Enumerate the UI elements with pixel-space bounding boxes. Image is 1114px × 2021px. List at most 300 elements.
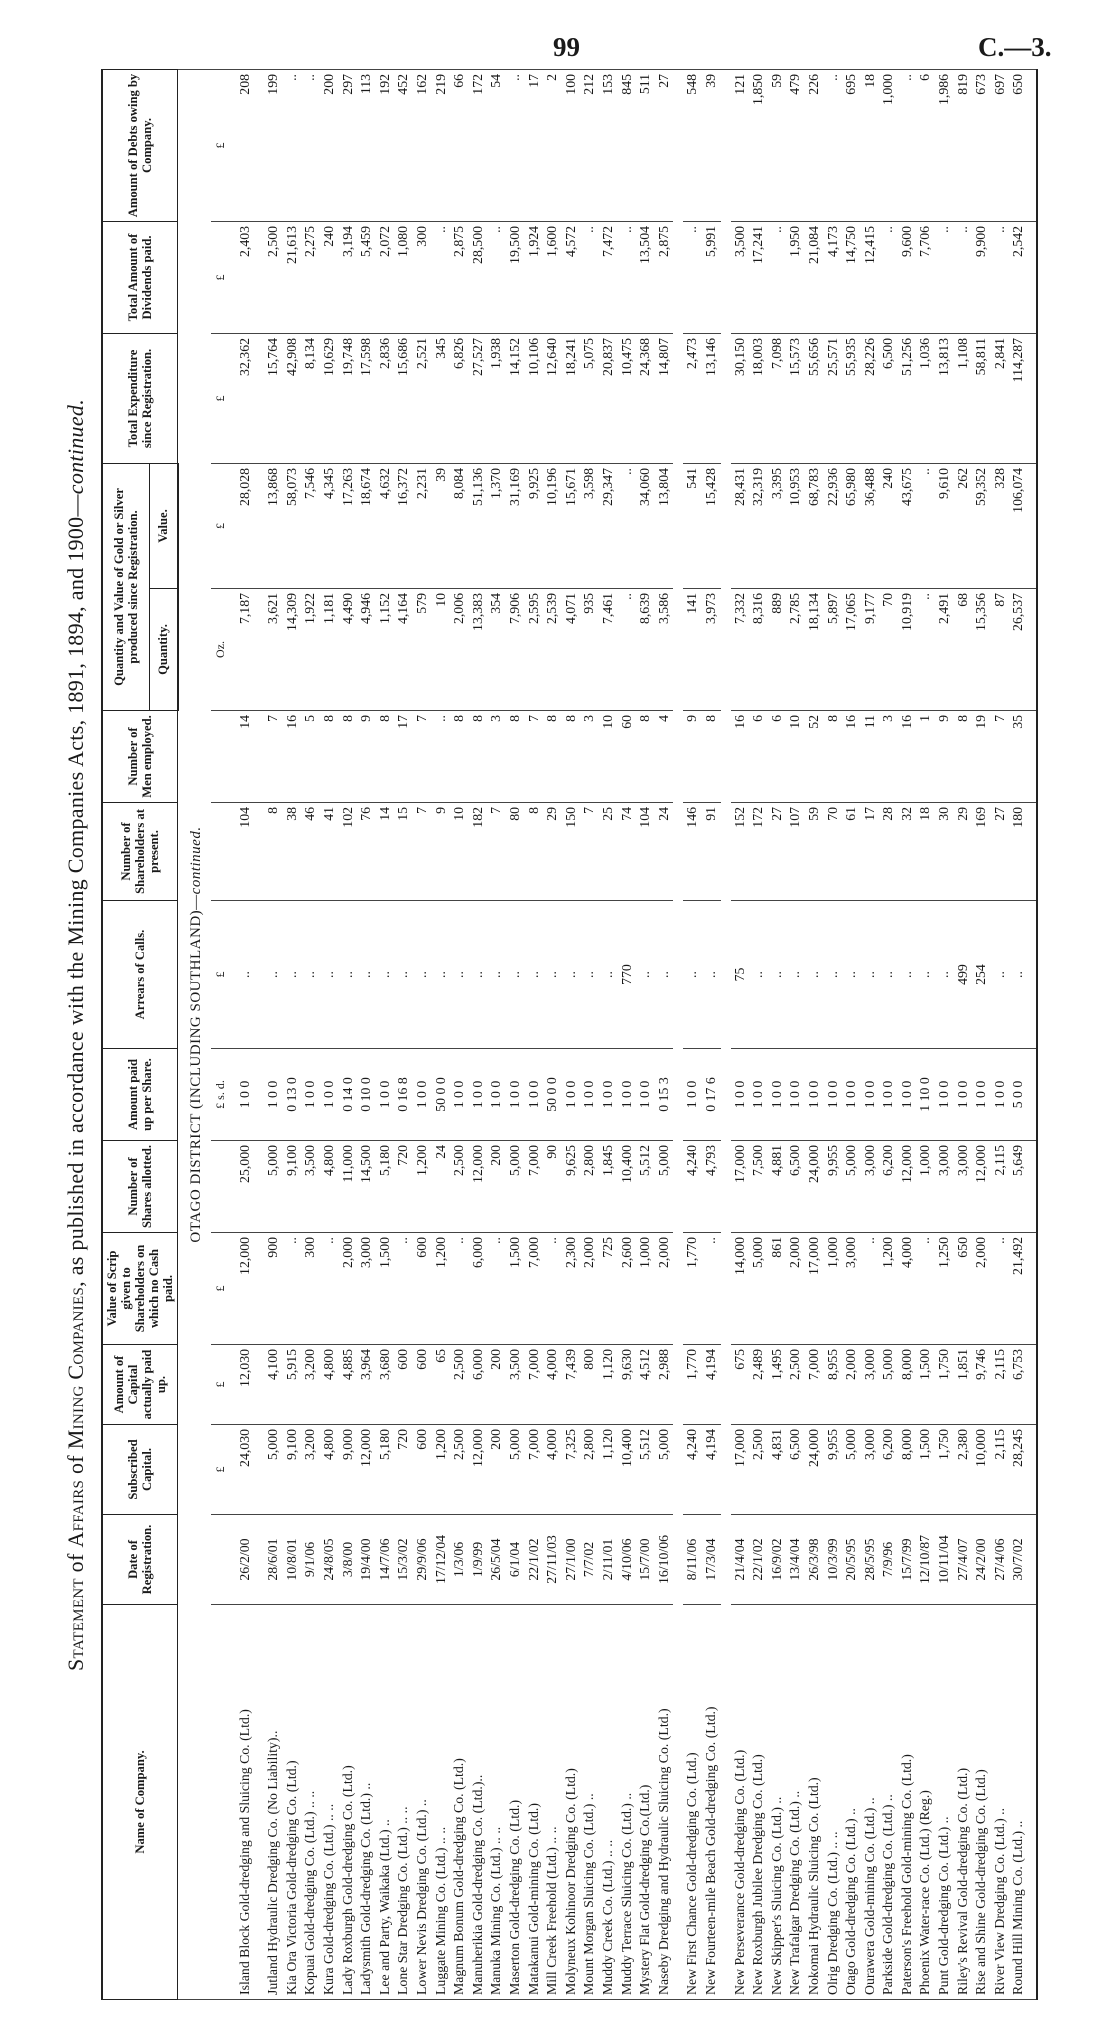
cell-line: 5,180 [376, 1145, 392, 1177]
cell-line: 2,500 [265, 225, 281, 258]
cell-line: 15/3/02 [395, 1538, 411, 1581]
cell-line: 9,630 [618, 1349, 634, 1381]
cell-line: 199 [265, 73, 281, 95]
cell-line: .. [805, 971, 821, 978]
expenditure-list [731, 338, 1029, 459]
cell-shares [731, 1141, 1038, 1233]
cell-line: 14/7/06 [376, 1538, 392, 1581]
cell-line: 10,629 [321, 337, 337, 376]
cell-line: Ladysmith Gold-dredging Co. (Ltd.) .. [358, 1782, 374, 1995]
cell-line: 7/9/96 [880, 1541, 896, 1578]
cell-line: 4,071 [562, 593, 578, 625]
cell-line: 4,000 [544, 1349, 560, 1381]
cell-line: .. [684, 225, 700, 233]
cell-line: 6,200 [880, 1145, 896, 1177]
dividends-list [683, 226, 720, 329]
cell-line: Mount Morgan Sluicing Co. (Ltd.) .. [581, 1793, 597, 1995]
cell-line: 2,875 [451, 225, 467, 258]
cell-line: 1 0 0 [991, 1080, 1007, 1109]
cell-line: 27/1/00 [562, 1538, 578, 1581]
name-list [683, 1609, 720, 1995]
expenditure-list [264, 338, 673, 459]
cell-line: 18 [861, 73, 877, 88]
cell-line: 5 [302, 715, 318, 722]
cell-line: 297 [339, 73, 355, 95]
cell-line: 28,500 [469, 225, 485, 264]
cell-line: 10,475 [618, 337, 634, 376]
cell-line: 226 [805, 73, 821, 95]
page-code: C.—3. [978, 32, 1052, 62]
cell-line: 1 0 0 [768, 1080, 784, 1109]
shares-list [683, 1145, 720, 1228]
cell-subscribed [731, 1425, 1038, 1515]
cell-line: 5,075 [581, 337, 597, 370]
col-header-date: Date of Registration. [102, 1515, 178, 1605]
cell-line: 6 [917, 73, 933, 81]
cell-men [683, 711, 720, 803]
cell-line: 8 [339, 715, 355, 722]
cell-line: 12,640 [544, 337, 560, 376]
cell-subscribed [683, 1425, 720, 1515]
cell-line: 24,000 [805, 1429, 821, 1467]
cell-paid-up [264, 1345, 673, 1425]
cell-line: 200 [321, 73, 337, 95]
cell-line: 8 [824, 715, 840, 722]
table-row [731, 69, 1038, 1999]
cell-line: 1,950 [787, 225, 803, 258]
cell-line: 4,512 [637, 1349, 653, 1381]
cell-line: 1 0 0 [880, 1080, 896, 1109]
cell-line: 300 [302, 1237, 318, 1258]
cell-line: 12,000 [469, 1429, 485, 1467]
men-list [731, 715, 1029, 798]
cell-line: 27/4/06 [991, 1538, 1007, 1581]
scrip-list [731, 1237, 1029, 1340]
cell-line: 3,621 [265, 593, 281, 625]
cell-line: 1,600 [544, 225, 560, 258]
holders-list [683, 807, 720, 896]
cell-dividends: 2,403 [230, 221, 265, 333]
cell-line: 819 [954, 73, 970, 95]
cell-line: 3 [581, 715, 597, 722]
cell-line: 2,115 [991, 1349, 1007, 1380]
cell-line: 9,746 [973, 1349, 989, 1381]
cell-line: 14,750 [843, 225, 859, 264]
cell-date: 26/2/00 [230, 1515, 265, 1605]
cell-line: New Roxburgh Jubilee Dredging Co. (Ltd.) [750, 1754, 766, 1995]
debts-list [683, 74, 720, 217]
cell-line: 10,953 [787, 467, 803, 506]
cell-line: .. [525, 971, 541, 978]
cell-line: 146 [684, 807, 700, 828]
col-header-name: Name of Company. [102, 1605, 178, 2000]
cell-line: 2,800 [581, 1429, 597, 1461]
cell-name [264, 1605, 673, 2000]
cell-line: .. [1010, 971, 1026, 978]
cell-line: 452 [395, 73, 411, 95]
cell-line: 7/7/02 [581, 1541, 597, 1578]
cell-line: 3,973 [702, 593, 718, 625]
cell-line: 59,352 [973, 467, 989, 506]
cell-line: .. [655, 971, 671, 978]
title-word: Companies, [63, 1281, 88, 1380]
cell-line: 2,875 [655, 225, 671, 258]
cell-line: 12/10/87 [917, 1534, 933, 1585]
cell-line: 1,080 [395, 225, 411, 258]
cell-line: 1 0 0 [469, 1080, 485, 1109]
cell-line: 2,000 [973, 1237, 989, 1269]
cell-line: 25 [599, 807, 615, 821]
cell-line: 6 [768, 715, 784, 722]
cell-line: 17 [395, 715, 411, 729]
cell-line: 1,924 [525, 225, 541, 258]
cell-line: 345 [432, 337, 448, 359]
cell-line: 2,380 [954, 1429, 970, 1461]
cell-debts [264, 69, 673, 221]
cell-line: 2,000 [787, 1237, 803, 1269]
cell-line: 1,152 [376, 593, 392, 625]
cell-line: 9,955 [824, 1145, 840, 1177]
cell-line: .. [880, 971, 896, 978]
cell-line: 3,200 [302, 1349, 318, 1381]
cell-date [264, 1515, 673, 1605]
cell-line: 26/5/04 [488, 1538, 504, 1581]
cell-line: 14 [376, 807, 392, 821]
cell-line: 695 [843, 73, 859, 95]
cell-line: 1 0 0 [787, 1080, 803, 1109]
cell-line: 20/5/95 [843, 1538, 859, 1581]
cell-line: 59 [805, 807, 821, 821]
cell-line: 1 0 0 [618, 1080, 634, 1109]
cell-line: 1,500 [507, 1237, 522, 1269]
cell-line: 1/3/06 [451, 1541, 467, 1578]
cell-line: 1 0 0 [843, 1080, 859, 1109]
cell-line: 1,770 [684, 1349, 700, 1381]
cell-line: 1 0 0 [731, 1080, 747, 1109]
cell-line: 27/11/03 [544, 1535, 560, 1584]
cell-line: 4,000 [544, 1429, 560, 1461]
cell-line: 200 [488, 1429, 504, 1450]
cell-line: 15/7/00 [637, 1538, 653, 1581]
per-share-list [683, 1053, 720, 1136]
per-share-list [731, 1053, 1029, 1136]
cell-holders: 104 [230, 803, 265, 901]
cell-line: 1,770 [684, 1237, 700, 1269]
cell-line: 3,964 [358, 1349, 374, 1381]
cell-line: 7,325 [562, 1429, 578, 1461]
cell-line: 3,200 [302, 1429, 318, 1461]
title-word: Statement [63, 1578, 88, 1672]
shares-list [731, 1145, 1029, 1228]
cell-line: .. [618, 593, 634, 600]
cell-line: 1 0 0 [265, 1080, 281, 1109]
cell-line: 4,946 [358, 593, 374, 625]
cell-line: 76 [358, 807, 374, 821]
cell-line: 24/2/00 [973, 1538, 989, 1581]
subscribed-list [683, 1429, 720, 1510]
cell-line: 7,500 [750, 1145, 766, 1177]
cell-arrears [731, 901, 1038, 1049]
paid-up-list [683, 1349, 720, 1420]
cell-line: 21/4/04 [731, 1538, 747, 1581]
section-title [178, 69, 212, 1999]
cell-line: 43,675 [898, 467, 914, 506]
cell-line: Manuka Mining Co. (Ltd.) .. .. [488, 1826, 504, 1995]
cell-line: 28,431 [731, 467, 747, 506]
cell-line: 20,837 [599, 337, 615, 376]
cell-value: 28,028 [230, 463, 265, 588]
cell-line: 720 [395, 1145, 411, 1166]
cell-line: 14,807 [655, 337, 671, 376]
cell-line: 36,488 [861, 467, 877, 506]
cell-scrip [683, 1233, 720, 1345]
cell-line: 107 [787, 807, 803, 828]
cell-line: .. [283, 73, 299, 81]
per-share-list [264, 1053, 673, 1136]
cell-line: 1,200 [880, 1237, 896, 1269]
cell-line: 7,546 [302, 467, 318, 500]
cell-line: 1 0 0 [562, 1080, 578, 1109]
cell-line: 51,136 [469, 467, 485, 506]
cell-line: 13,383 [469, 593, 485, 631]
cell-line: 106,074 [1010, 467, 1026, 513]
cell-line: 17,598 [358, 337, 374, 376]
cell-line: 650 [954, 1237, 970, 1258]
cell-value [264, 463, 673, 588]
cell-line: 1,181 [321, 593, 337, 625]
cell-line: 39 [432, 467, 448, 482]
cell-line: .. [451, 971, 467, 978]
men-list [683, 715, 720, 798]
cell-holders [264, 803, 673, 901]
arrears-list [264, 905, 673, 1044]
cell-value [731, 463, 1038, 588]
cell-line: 10 [451, 807, 467, 821]
cell-line: 0 15 3 [655, 1077, 671, 1112]
cell-line: 2,491 [936, 593, 952, 625]
cell-line: 90 [544, 1145, 560, 1159]
cell-line: 13,804 [655, 467, 671, 506]
cell-line: 1,500 [376, 1237, 392, 1269]
cell-line: 28/6/01 [265, 1538, 281, 1581]
cell-line: .. [917, 467, 933, 475]
cell-line: 6,200 [880, 1429, 896, 1461]
cell-line: 10/8/01 [283, 1538, 299, 1581]
cell-line: 8 [265, 807, 281, 814]
cell-line: 4,100 [265, 1349, 281, 1381]
date-list [683, 1519, 720, 1600]
cell-scrip [731, 1233, 1038, 1345]
cell-line: 5,000 [655, 1145, 671, 1177]
cell-line: 172 [469, 73, 485, 95]
cell-line: 499 [954, 964, 970, 985]
cell-line: 4,240 [684, 1145, 700, 1177]
cell-line: 0 16 8 [395, 1077, 411, 1112]
cell-shares [264, 1141, 673, 1233]
cell-line: 1 0 0 [451, 1080, 467, 1109]
cell-line: 1 0 0 [302, 1080, 318, 1109]
cell-line: 1,000 [824, 1237, 840, 1269]
cell-line: .. [488, 971, 504, 978]
cell-line: .. [507, 73, 522, 81]
cell-line: 25,571 [824, 337, 840, 376]
cell-line: 16 [898, 715, 914, 729]
cell-line: 9,900 [973, 225, 989, 258]
cell-line: 65,980 [843, 467, 859, 506]
cell-line: 7,000 [525, 1145, 541, 1177]
cell-line: 102 [339, 807, 355, 828]
cell-line: 5,991 [702, 225, 718, 258]
cell-line: 479 [787, 73, 803, 95]
cell-line: 9,625 [562, 1145, 578, 1177]
cell-line: Paterson's Freehold Gold-mining Co. (Ltd.) [898, 1754, 914, 1995]
cell-line: 9,000 [339, 1429, 355, 1461]
cell-line: .. [581, 225, 597, 233]
name-list [731, 1609, 1029, 1995]
cell-line: Manuherikia Gold-dredging Co. (Ltd.).. [469, 1774, 485, 1995]
cell-line: 34,060 [637, 467, 653, 506]
col-header-value: Value. [150, 463, 178, 588]
cell-paid-up [683, 1345, 720, 1425]
cell-line: 55,935 [843, 337, 859, 376]
unit-debts: £ [211, 69, 230, 221]
cell-line: 354 [488, 593, 504, 614]
cell-line: 9/1/06 [302, 1541, 318, 1578]
cell-debts [683, 69, 720, 221]
cell-line: 9,100 [283, 1145, 299, 1177]
cell-line: .. [991, 1237, 1007, 1244]
page-title [63, 70, 89, 2000]
cell-line: 162 [414, 73, 430, 95]
cell-line: .. [395, 971, 411, 978]
cell-line: 6/1/04 [507, 1541, 522, 1578]
expenditure-list [683, 338, 720, 459]
cell-line: 17,000 [731, 1145, 747, 1183]
cell-line: 1 0 0 [898, 1080, 914, 1109]
cell-line: 1 0 0 [824, 1080, 840, 1109]
cell-line: .. [432, 715, 448, 722]
cell-line: 9,100 [283, 1429, 299, 1461]
cell-line: 7,439 [562, 1349, 578, 1381]
cell-line: Mystery Flat Gold-dredging Co.(Ltd.) [637, 1784, 653, 1995]
cell-line: 6,500 [880, 337, 896, 370]
cell-line: 8,000 [898, 1349, 914, 1381]
cell-line: 27/4/07 [954, 1538, 970, 1581]
cell-line: 180 [1010, 807, 1026, 828]
cell-line: 5,459 [358, 225, 374, 258]
cell-line: 15,686 [395, 337, 411, 376]
cell-line: 4,173 [824, 225, 840, 258]
cell-line: 28 [880, 807, 896, 821]
cell-line: New Fourteen-mile Beach Gold-dredging Co. (Ltd.) [702, 1706, 718, 1995]
cell-line: 41 [321, 807, 337, 821]
unit-per-share: £ s. d. [211, 1049, 230, 1141]
cell-line: 58,073 [283, 467, 299, 506]
cell-line: 1,500 [917, 1429, 933, 1461]
col-header-debts: Amount of Debts owing by Company. [102, 69, 178, 221]
cell-line: 16/10/06 [655, 1534, 671, 1585]
cell-line: 30 [936, 807, 952, 821]
cell-shares: 25,000 [230, 1141, 265, 1233]
title-word: Mining [63, 1385, 88, 1450]
cell-line: 7,461 [599, 593, 615, 625]
cell-line: 35 [1010, 715, 1026, 729]
quantity-list [683, 593, 720, 706]
cell-line: 13,813 [936, 337, 952, 376]
cell-line: 4,632 [376, 467, 392, 500]
value-list [683, 468, 720, 584]
cell-line: 61 [843, 807, 859, 821]
cell-line: 3 [880, 715, 896, 722]
cell-line: 600 [414, 1429, 430, 1450]
cell-line: 70 [880, 593, 896, 607]
cell-line: 7 [488, 807, 504, 814]
cell-line: 80 [507, 807, 522, 821]
cell-line: 9,600 [898, 225, 914, 258]
cell-line: 19,748 [339, 337, 355, 376]
debts-list [264, 74, 673, 217]
col-header-quantity: Quantity. [150, 589, 178, 711]
cell-line: 28/5/95 [861, 1538, 877, 1581]
cell-line: 10 [599, 715, 615, 729]
cell-line: 17/3/04 [702, 1538, 718, 1581]
unit-cell [211, 1605, 230, 2000]
cell-line: 8,316 [750, 593, 766, 625]
cell-line: 5,000 [507, 1145, 522, 1177]
cell-line: .. [469, 971, 485, 978]
cell-line: 29/9/06 [414, 1538, 430, 1581]
cell-line: .. [488, 225, 504, 233]
cell-line: New Perseverance Gold-dredging Co. (Ltd.) [731, 1749, 747, 1995]
cell-line: Otago Gold-dredging Co. (Ltd.) .. [843, 1808, 859, 1995]
cell-line: Matakanui Gold-mining Co. (Ltd.) [525, 1803, 541, 1995]
cell-line: 673 [973, 73, 989, 95]
cell-line: 66 [451, 73, 467, 88]
cell-line: .. [283, 1237, 299, 1244]
cell-line: 1,750 [936, 1349, 952, 1381]
cell-line: 8 [321, 715, 337, 722]
cell-line: 2,231 [414, 467, 430, 500]
cell-line: .. [898, 73, 914, 81]
debts-list [731, 74, 1029, 217]
cell-line: 1 0 0 [750, 1080, 766, 1109]
cell-line: 5,000 [265, 1145, 281, 1177]
unit-cell [211, 803, 230, 901]
cell-line: 2,500 [787, 1349, 803, 1381]
cell-line: 15,428 [702, 467, 718, 506]
cell-line: Lone Star Dredging Co. (Ltd.) .. .. [395, 1806, 411, 1995]
cell-line: .. [414, 971, 430, 978]
cell-line: 8 [469, 715, 485, 722]
cell-line: .. [880, 225, 896, 233]
unit-expenditure: £ [211, 333, 230, 463]
cell-line: 5,000 [507, 1429, 522, 1461]
col-header-men: Number of Men employed. [102, 711, 178, 803]
cell-line: 541 [684, 467, 700, 489]
cell-line: 7,000 [525, 1237, 541, 1269]
cell-line: 6,500 [787, 1429, 803, 1461]
cell-line: 70 [824, 807, 840, 821]
cell-line: .. [488, 1237, 504, 1244]
cell-line: 7,906 [507, 593, 522, 625]
cell-line: 1,845 [599, 1145, 615, 1177]
cell-line: 1 0 0 [954, 1080, 970, 1109]
cell-line: 2,500 [451, 1349, 467, 1381]
cell-line: 3,000 [936, 1145, 952, 1177]
cell-line: 182 [469, 807, 485, 828]
cell-line: 8 [451, 715, 467, 722]
cell-quantity [683, 589, 720, 711]
